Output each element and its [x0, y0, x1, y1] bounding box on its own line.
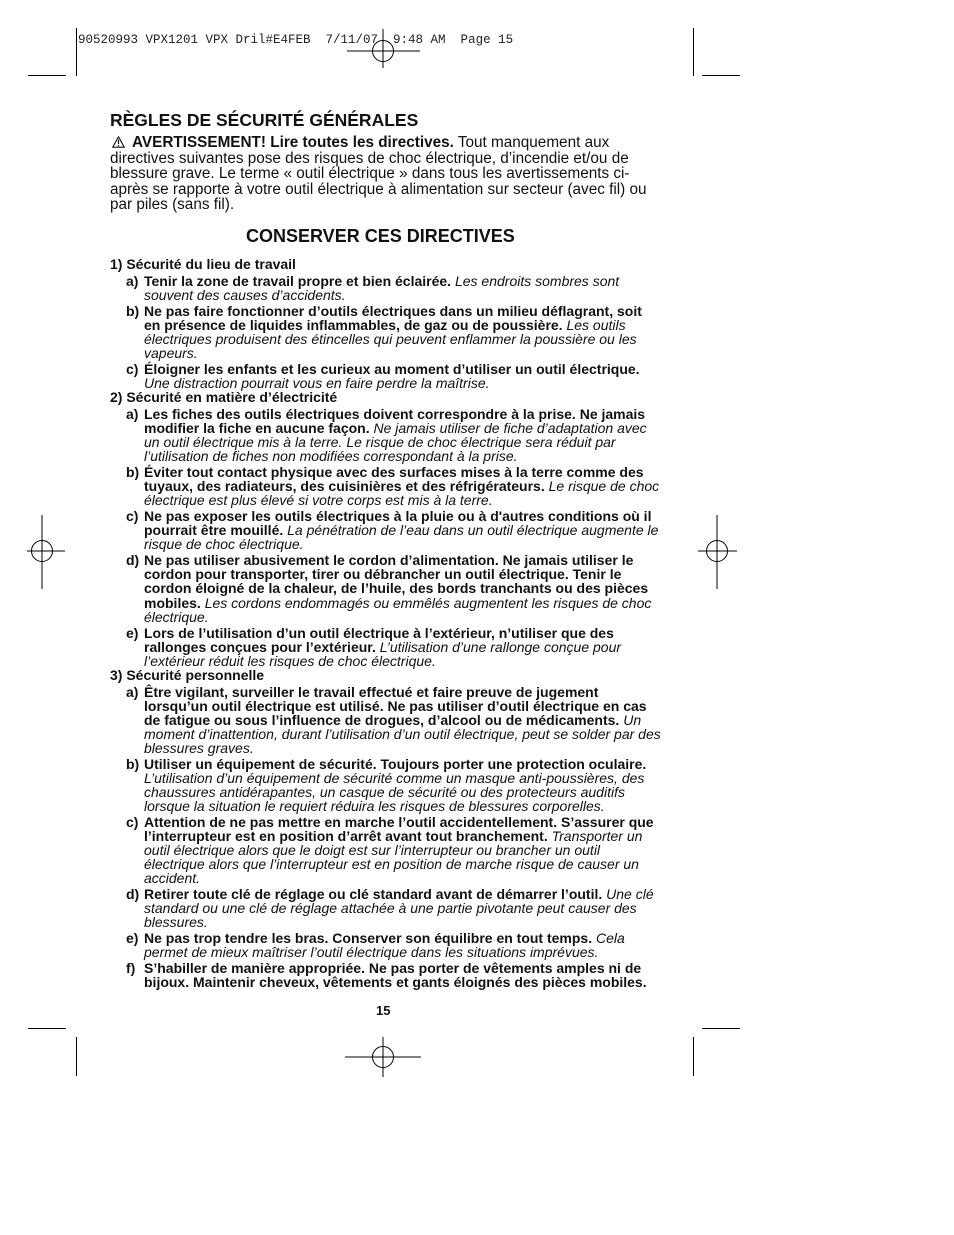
list-item [110, 815, 730, 885]
item-explanation: Ne jamais utiliser de fiche d’adaptation avec un outil électrique mis à la terre. Le risque de choc électrique sera réduit par l’utilisation de fiches non modifiées correspondant à la prise. [144, 420, 647, 465]
item-label: c) [126, 361, 139, 378]
item-directive: Lors de l’utilisation d’un outil électrique à l’extérieur, n’utiliser que des rallonges conçues pour l’extérieur. [144, 624, 614, 655]
item-label: b) [126, 464, 140, 481]
registration-mark-left [27, 515, 65, 589]
section-heading: CONSERVER CES DIRECTIVES [246, 226, 515, 246]
item-directive: Être vigilant, surveiller le travail effectué et faire preuve de jugement lorsqu’un outil électrique est utilisé. Ne pas utiliser d’outil électrique en cas de fatigue ou sous l’influence de drogues, d’alcool ou de médicaments. [144, 683, 647, 728]
item-label: b) [126, 755, 140, 772]
item-directive: Ne pas exposer les outils électriques à la pluie ou à d'autres conditions où il pourrait être mouillé. [144, 508, 652, 539]
section-work-area [110, 257, 730, 390]
item-text [144, 509, 730, 551]
item-text [144, 304, 730, 360]
item-text [144, 553, 730, 623]
item-directive: Utiliser un équipement de sécurité. Toujours porter une protection oculaire. [144, 755, 647, 772]
item-explanation: Transporter un outil électrique alors que le doigt est sur l’interrupteur ou brancher un outil électrique alors que l’interrupteur est en position de marche risque de causer un accident. [144, 827, 643, 887]
page-title: RÈGLES DE SÉCURITÉ GÉNÉRALES [110, 110, 419, 130]
item-text [144, 757, 730, 813]
item-explanation: L’utilisation d’une rallonge conçue pour l’extérieur réduit les risques de choc électrique. [144, 638, 622, 669]
item-text [144, 685, 730, 755]
item-explanation: Les outils électriques produisent des étincelles qui peuvent enflammer la poussière ou les vapeurs. [144, 317, 637, 362]
item-text [144, 931, 730, 959]
item-text [144, 407, 730, 463]
item-directive: Les fiches des outils électriques doivent correspondre à la prise. Ne jamais modifier la fiche en aucune façon. [144, 406, 646, 437]
item-label: e) [126, 930, 139, 947]
item-directive: Ne pas utiliser abusivement le cordon d’alimentation. Ne jamais utiliser le cordon pour transporter, tirer ou débrancher un outil électrique. Tenir le cordon éloigné de la chaleur, de l’huile, des bords tranchants ou des pièces mobiles. [144, 552, 649, 611]
list-item [110, 362, 730, 390]
item-explanation: La pénétration de l’eau dans un outil électrique augmente le risque de choc électrique. [144, 522, 659, 553]
section-title: 2) Sécurité en matière d’électricité [110, 389, 338, 406]
warning-paragraph [110, 135, 710, 213]
item-label: c) [126, 508, 139, 525]
list-item [110, 509, 730, 551]
list-item [110, 274, 730, 302]
item-label: f) [126, 960, 136, 977]
list-item [110, 465, 730, 507]
list-item [110, 887, 730, 929]
item-text [144, 626, 730, 668]
item-explanation: Un moment d’inattention, durant l’utilisation d’un outil électrique, peut se solder par des blessures graves. [144, 711, 661, 756]
item-text [144, 465, 730, 507]
item-explanation: Les cordons endommagés ou emmêlés augmentent les risques de choc électrique. [144, 594, 652, 625]
item-explanation: Une distraction pourrait vous en faire perdre la maîtrise. [144, 375, 490, 392]
list-item [110, 304, 730, 360]
item-label: a) [126, 273, 139, 290]
item-directive: Ne pas faire fonctionner d’outils électriques dans un milieu déflagrant, soit en présence de liquides inflammables, de gaz ou de poussière. [144, 303, 642, 334]
item-label: c) [126, 813, 139, 830]
list-item [110, 685, 730, 755]
list-item [110, 407, 730, 463]
section-electrical [110, 390, 730, 667]
list-item [110, 961, 730, 989]
registration-mark-bottom [345, 1037, 421, 1077]
print-slug-header: 90520993 VPX1201 VPX Dril#E4FEB 7/11/07 9:48 AM Page 15 [78, 33, 514, 47]
item-directive: Tenir la zone de travail propre et bien éclairée. [144, 273, 452, 290]
item-label: a) [126, 406, 139, 423]
item-explanation: Le risque de choc électrique est plus élevé si votre corps est mis à la terre. [144, 478, 660, 509]
item-directive: Ne pas trop tendre les bras. Conserver son équilibre en tout temps. [144, 930, 593, 947]
section-personal-safety [110, 668, 730, 989]
list-item [110, 757, 730, 813]
item-explanation: Les endroits sombres sont souvent des causes d’accidents. [144, 273, 620, 304]
warning-lead: AVERTISSEMENT! Lire toutes les directives. [132, 134, 454, 151]
item-text [144, 815, 730, 885]
page-number: 15 [376, 1003, 391, 1018]
item-label: d) [126, 552, 140, 569]
crop-mark-top-left [28, 28, 77, 76]
crop-mark-top-right [694, 28, 741, 76]
crop-mark-bottom-right [694, 1029, 741, 1077]
section-title: 3) Sécurité personnelle [110, 666, 265, 683]
item-label: a) [126, 683, 139, 700]
warning-text: Tout manquement aux directives suivantes pose des risques de choc électrique, d’incendie et/ou de blessure grave. Le terme « outil électrique » dans tous les avertissements ci- après se rapporte à votre outil électrique à alimentation sur secteur (avec fil) ou par piles (sans fil). [110, 134, 647, 213]
item-label: e) [126, 624, 139, 641]
item-text [144, 887, 730, 929]
item-text [144, 961, 730, 989]
item-directive: Éviter tout contact physique avec des surfaces mises à la terre comme des tuyaux, des radiateurs, des cuisinières et des réfrigérateurs. [144, 464, 644, 495]
item-directive: Attention de ne pas mettre en marche l’outil accidentellement. S’assurer que l’interrupteur est en position d’arrêt avant tout branchement. [144, 813, 654, 844]
list-item [110, 931, 730, 959]
item-label: b) [126, 303, 140, 320]
item-text [144, 274, 730, 302]
safety-rules-list [110, 257, 730, 989]
item-text [144, 362, 730, 390]
item-explanation: Une clé standard ou une clé de réglage attachée à une partie pivotante peut causer des blessures. [144, 886, 654, 931]
list-item [110, 553, 730, 623]
item-explanation: Cela permet de mieux maîtriser l’outil électrique dans les situations imprévues. [144, 930, 625, 961]
item-directive: Retirer toute clé de réglage ou clé standard avant de démarrer l’outil. [144, 886, 603, 903]
section-title: 1) Sécurité du lieu de travail [110, 256, 296, 272]
item-directive: Éloigner les enfants et les curieux au moment d’utiliser un outil électrique. [144, 361, 640, 378]
warning-triangle-icon [112, 136, 125, 148]
item-directive: S’habiller de manière appropriée. Ne pas porter de vêtements amples ni de bijoux. Maintenir cheveux, vêtements et gants éloignés des pièces mobiles. [144, 960, 647, 991]
list-item [110, 626, 730, 668]
item-explanation: L’utilisation d’un équipement de sécurité comme un masque anti-poussières, des chaussures antidérapantes, un casque de sécurité ou des protecteurs auditifs lorsque la situation le requiert réduira les risques de blessures corporelles. [144, 769, 645, 814]
item-label: d) [126, 886, 140, 903]
crop-mark-bottom-left [28, 1029, 77, 1077]
